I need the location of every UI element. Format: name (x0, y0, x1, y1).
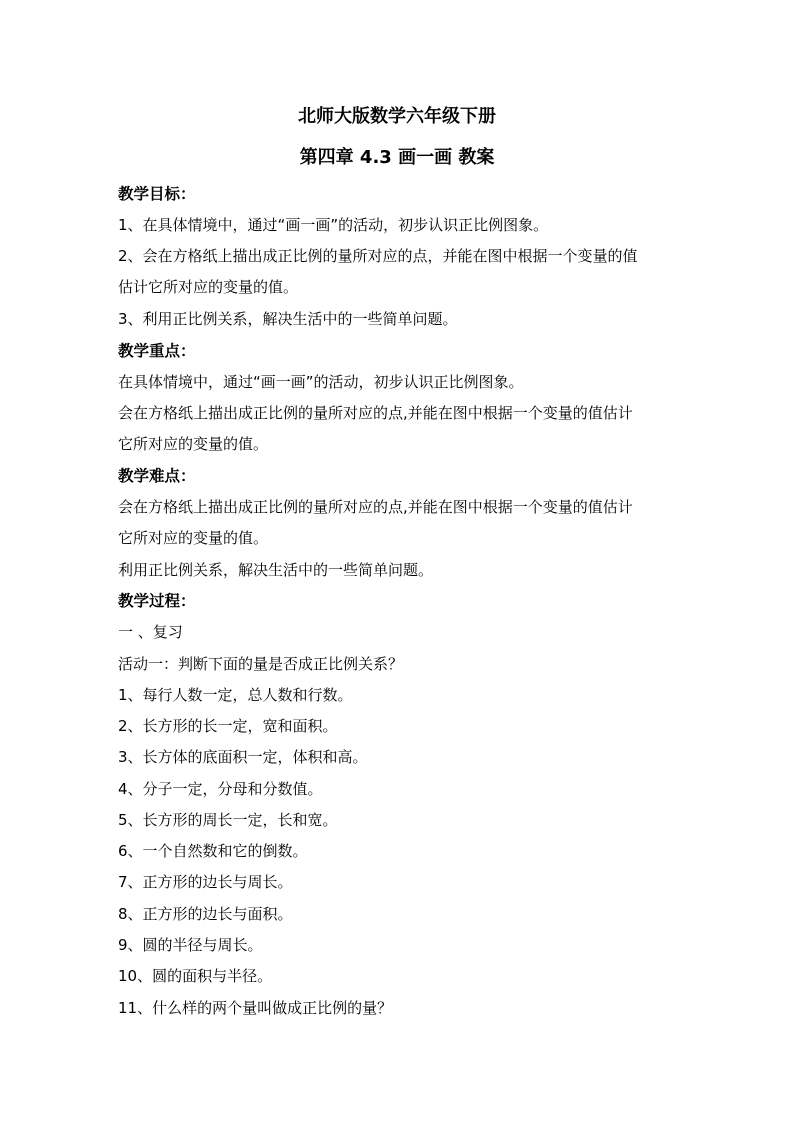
list-item: 6、一个自然数和它的倒数。 (118, 842, 308, 860)
body-line: 2、会在方格纸上描出成正比例的量所对应的点，并能在图中根据一个变量的值 (118, 247, 638, 265)
body-line: 会在方格纸上描出成正比例的量所对应的点,并能在图中根据一个变量的值估计 (118, 404, 633, 422)
list-item: 4、分子一定，分母和分数值。 (118, 780, 323, 798)
list-item: 1、每行人数一定，总人数和行数。 (118, 686, 353, 704)
document-title: 北师大版数学六年级下册 (298, 106, 496, 127)
body-line: 3、利用正比例关系，解决生活中的一些简单问题。 (118, 310, 458, 328)
list-item: 2、长方形的长一定，宽和面积。 (118, 717, 338, 735)
list-item: 3、长方体的底面积一定，体积和高。 (118, 748, 368, 766)
list-item: 7、正方形的边长与周长。 (118, 873, 293, 891)
body-line: 利用正比例关系，解决生活中的一些简单问题。 (118, 561, 434, 579)
list-item: 8、正方形的边长与面积。 (118, 905, 293, 923)
section-heading-difficulties: 教学难点： (118, 467, 196, 485)
body-line: 在具体情境中，通过“画一画”的活动，初步认识正比例图象。 (118, 373, 524, 391)
body-line: 活动一：判断下面的量是否成正比例关系？ (118, 655, 404, 673)
list-item: 5、长方形的周长一定，长和宽。 (118, 811, 338, 829)
body-line: 一 、复习 (118, 623, 183, 641)
document-subtitle: 第四章 4.3 画一画 教案 (299, 147, 495, 168)
body-line: 估计它所对应的变量的值。 (118, 278, 299, 296)
section-heading-process: 教学过程： (118, 592, 196, 610)
body-line: 它所对应的变量的值。 (118, 529, 269, 547)
list-item: 10、圆的面积与半径。 (118, 967, 273, 985)
body-line: 会在方格纸上描出成正比例的量所对应的点,并能在图中根据一个变量的值估计 (118, 498, 633, 516)
body-line: 它所对应的变量的值。 (118, 435, 269, 453)
list-item: 11、什么样的两个量叫做成正比例的量？ (118, 999, 393, 1017)
section-heading-objectives: 教学目标： (118, 185, 196, 203)
section-heading-key-points: 教学重点： (118, 342, 196, 360)
list-item: 9、圆的半径与周长。 (118, 936, 263, 954)
body-line: 1、在具体情境中，通过“画一画”的活动，初步认识正比例图象。 (118, 216, 549, 234)
